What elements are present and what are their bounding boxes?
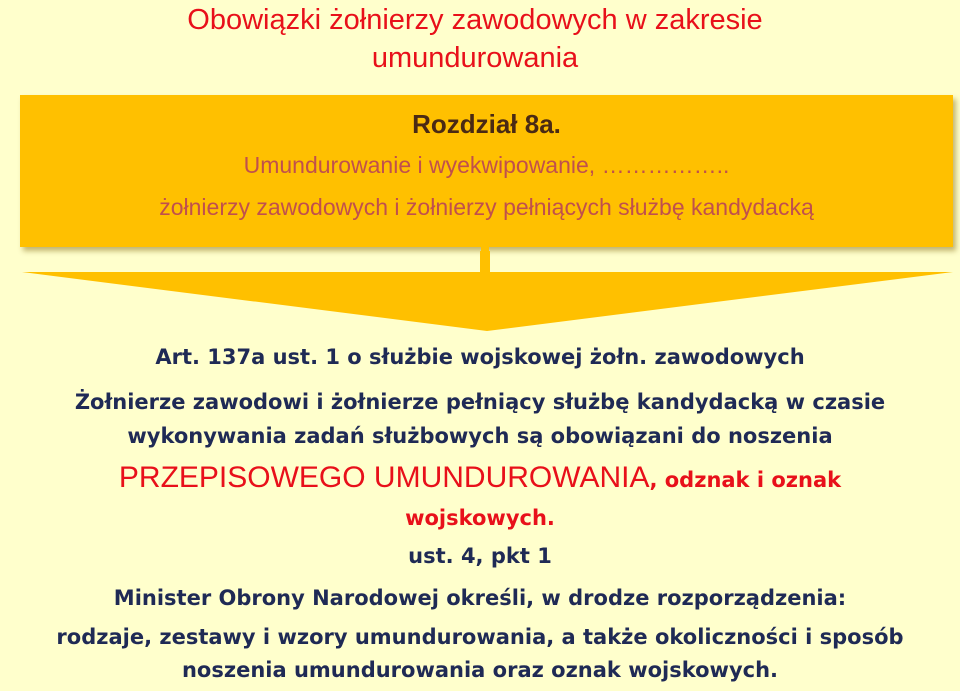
slide-title-line-2: umundurowania xyxy=(371,42,579,74)
chapter-line-2: Umundurowanie i wyekwipowanie, …………….. xyxy=(243,152,730,178)
paragraph-line-3: noszenia umundurowania oraz oznak wojskowych. xyxy=(181,658,779,682)
paragraph-reference: ust. 4, pkt 1 xyxy=(408,544,552,568)
paragraph-line-1: Minister Obrony Narodowej określi, w drodze rozporządzenia: xyxy=(113,586,847,610)
slide-title-line-1: Obowiązki żołnierzy zawodowych w zakresie xyxy=(187,4,763,36)
article-line-1: Żołnierze zawodowi i żołnierze pełniący służbę kandydacką w czasie xyxy=(74,390,886,414)
chapter-box xyxy=(20,95,953,247)
article-line-3 xyxy=(0,461,960,495)
article-reference: Art. 137a ust. 1 o służbie wojskowej żołn. zawodowych xyxy=(155,345,805,369)
article-emphasis: PRZEPISOWEGO UMUNDUROWANIA xyxy=(118,461,650,494)
slide-title xyxy=(0,0,950,77)
chapter-line-3: żołnierzy zawodowych i żołnierzy pełniących służbę kandydacką xyxy=(159,194,814,220)
paragraph-line-2: rodzaje, zestawy i wzory umundurowania, a także okoliczności i sposób xyxy=(56,625,904,649)
down-arrow-shape xyxy=(0,245,960,335)
article-line-2: wykonywania zadań służbowych są obowiązani do noszenia xyxy=(127,424,833,448)
article-line-4: wojskowych. xyxy=(405,506,555,530)
article-emphasis-tail: , odznak i oznak xyxy=(649,468,842,492)
chapter-heading: Rozdział 8a. xyxy=(412,109,561,139)
